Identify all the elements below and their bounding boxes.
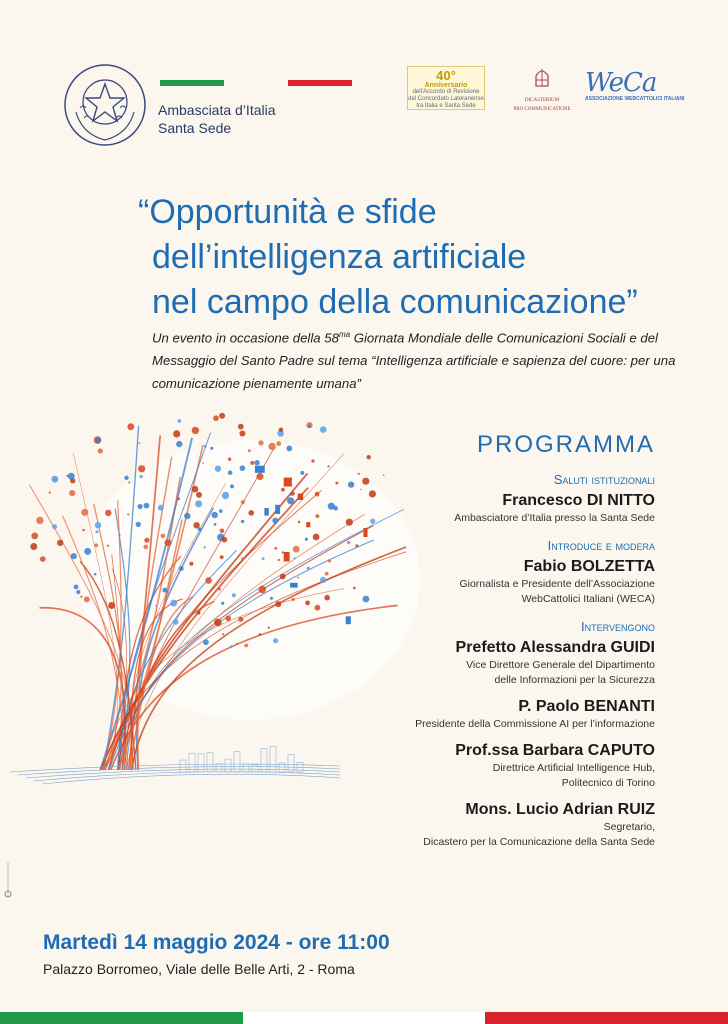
speaker-role: Direttrice Artificial Intelligence Hub, — [492, 762, 655, 774]
tree-leaf-dot — [84, 548, 91, 555]
tree-leaf-dot — [270, 597, 273, 600]
ground-line — [34, 772, 340, 781]
tree-leaf-dot — [254, 460, 259, 465]
tree-leaf-dot — [268, 443, 275, 450]
speaker-name: Prefetto Alessandra GUIDI — [455, 639, 655, 656]
tree-leaf-dot — [170, 600, 177, 607]
tree-leaf-dot — [196, 492, 202, 498]
tree-data-block — [284, 552, 290, 561]
skyline-building — [261, 748, 267, 772]
tree-leaf-dot — [214, 523, 217, 526]
tree-leaf-dot — [275, 601, 281, 607]
tree-leaf-dot — [215, 466, 221, 472]
tree-data-block — [298, 494, 303, 501]
tree-leaf-dot — [192, 486, 199, 493]
anniversary-line1: Anniversario — [424, 82, 468, 89]
tree-leaf-dot — [203, 639, 209, 645]
tree-leaf-dot — [53, 477, 58, 482]
speaker-name: Prof.ssa Barbara CAPUTO — [455, 742, 655, 759]
tree-leaf-dot — [275, 547, 278, 550]
tree-leaf-dot — [300, 471, 304, 475]
dicastery-line1: DICASTERIUM — [524, 98, 560, 103]
tree-leaf-dot — [40, 556, 46, 562]
tree-leaf-dot — [165, 539, 172, 546]
subtitle-part2: Giornata Mondiale delle Comunicazioni Sociali e del Messaggio del Santo Padre sul tema “Intelligenza artificiale e sapienza del cuore: per una comunicazione pienamente umana” — [152, 330, 676, 392]
tree-data-block — [255, 466, 265, 473]
weca-subtitle: ASSOCIAZIONE WEBCATTOLICI ITALIANI — [585, 96, 685, 102]
subtitle-sup: ma — [338, 330, 351, 339]
tree-leaf-dot — [192, 427, 199, 434]
tree-leaf-dot — [195, 500, 202, 507]
tree-leaf-dot — [144, 503, 150, 509]
tree-leaf-dot — [30, 543, 37, 550]
tree-leaf-dot — [96, 438, 102, 444]
tree-leaf-dot — [193, 543, 195, 545]
tree-leaf-dot — [308, 425, 311, 428]
tree-leaf-dot — [222, 492, 229, 499]
tree-leaf-dot — [210, 447, 213, 450]
tree-leaf-dot — [36, 517, 43, 524]
speaker-name: P. Paolo BENANTI — [518, 698, 655, 715]
dicastery-logo — [512, 66, 572, 112]
tree-leaf-dot — [258, 440, 263, 445]
skyline-building — [180, 760, 186, 772]
tree-leaf-dot — [256, 473, 263, 480]
event-date: Martedì 14 maggio 2024 - ore 11:00 — [43, 931, 390, 954]
tree-leaf-dot — [124, 476, 128, 480]
tree-leaf-dot — [276, 441, 281, 446]
speaker-name: Mons. Lucio Adrian RUIZ — [465, 801, 655, 818]
tree-leaf-dot — [262, 557, 265, 560]
tree-leaf-dot — [241, 520, 244, 523]
tree-leaf-dot — [279, 428, 283, 432]
tree-leaf-dot — [248, 449, 251, 452]
tree-leaf-dot — [155, 605, 157, 607]
tree-leaf-dot — [98, 448, 103, 453]
anniversary-line3: del Concordato Lateranense — [408, 96, 484, 102]
speaker-role: Segretario, — [603, 821, 655, 833]
tree-leaf-dot — [225, 616, 231, 622]
tree-leaf-dot — [291, 491, 295, 495]
tree-leaf-dot — [173, 430, 180, 437]
italian-republic-emblem — [62, 62, 148, 148]
speaker-name: Francesco DI NITTO — [502, 492, 655, 509]
tricolore-green — [160, 80, 224, 86]
tree-leaf-dot — [222, 537, 228, 543]
tree-leaf-dot — [161, 534, 166, 539]
skyline-building — [270, 747, 276, 772]
embassy-line1: Ambasciata d’Italia — [158, 102, 276, 118]
tree-leaf-dot — [139, 475, 142, 478]
flag-red — [485, 1012, 728, 1024]
speaker-name: Fabio BOLZETTA — [523, 558, 655, 575]
tree-leaf-dot — [158, 505, 164, 511]
skyline-building — [216, 764, 222, 772]
tree-leaf-dot — [305, 601, 310, 606]
role-institutional-greetings: Saluti istituzionali — [553, 472, 655, 487]
tree-leaf-dot — [31, 533, 38, 540]
tree-leaf-dot — [49, 491, 51, 493]
tree-leaf-dot — [281, 488, 285, 492]
tree-data-block — [275, 505, 280, 514]
papal-crest-icon — [530, 66, 554, 90]
tree-leaf-dot — [57, 540, 63, 546]
tree-leaf-dot — [204, 445, 207, 448]
speaker-role: Dicastero per la Comunicazione della Santa Sede — [423, 836, 655, 848]
tree-leaf-dot — [144, 538, 149, 543]
tree-leaf-dot — [193, 522, 199, 528]
tree-leaf-dot — [127, 513, 129, 515]
speaker-role: Politecnico di Torino — [561, 777, 655, 789]
tree-leaf-dot — [228, 458, 231, 461]
tree-leaf-dot — [84, 596, 90, 602]
tree-leaf-dot — [244, 644, 248, 648]
tree-leaf-dot — [218, 588, 221, 591]
tree-leaf-dot — [293, 546, 300, 553]
tree-leaf-dot — [241, 557, 244, 560]
tree-data-block — [290, 583, 298, 588]
tree-leaf-dot — [230, 645, 233, 648]
ground-line — [18, 767, 340, 775]
ground-line — [26, 769, 340, 778]
skyline-building — [288, 755, 294, 772]
weca-mark: WeCa — [585, 68, 657, 98]
flag-green — [0, 1012, 243, 1024]
ground-line — [42, 774, 340, 784]
tree-leaf-dot — [189, 562, 193, 566]
tree-data-block — [306, 522, 310, 527]
tree-leaf-dot — [214, 619, 222, 627]
tree-leaf-dot — [282, 551, 284, 553]
skyline-building — [225, 759, 231, 772]
anniversary-line2: dell'Accordo di Revisione — [412, 89, 480, 95]
tree-leaf-dot — [76, 590, 80, 594]
tree-leaf-dot — [232, 593, 236, 597]
tree-leaf-dot — [219, 509, 223, 513]
tree-leaf-dot — [298, 521, 300, 523]
event-subtitle — [152, 323, 692, 395]
tree-leaf-dot — [81, 509, 88, 516]
title-line3: nel campo della comunicazione” — [152, 283, 638, 321]
tree-leaf-dot — [96, 530, 99, 533]
ground-line — [10, 764, 340, 772]
tricolore-bar — [160, 80, 352, 86]
tree-leaf-dot — [82, 529, 84, 531]
tree-leaf-dot — [177, 497, 180, 500]
tree-leaf-dot — [127, 423, 134, 430]
weca-logo — [585, 68, 685, 112]
event-title — [138, 190, 698, 325]
embassy-line2: Santa Sede — [158, 120, 232, 136]
tree-leaf-dot — [278, 559, 280, 561]
tree-leaf-dot — [108, 602, 115, 609]
tree-leaf-dot — [173, 619, 179, 625]
tree-leaf-dot — [144, 545, 149, 550]
tree-leaf-dot — [236, 643, 238, 645]
tree-leaf-dot — [239, 431, 245, 437]
tree-leaf-dot — [71, 553, 77, 559]
subtitle-part1: Un evento in occasione della 58 — [152, 330, 339, 346]
tree-data-block — [284, 478, 292, 487]
tree-leaf-dot — [221, 602, 224, 605]
tricolore-white — [224, 80, 288, 86]
tree-leaf-dot — [212, 512, 218, 518]
tree-leaf-dot — [105, 510, 112, 517]
anniversary-logo — [407, 66, 485, 110]
speaker-role: WebCattolici Italiani (WECA) — [521, 593, 655, 605]
tree-leaf-dot — [178, 419, 182, 423]
tree-leaf-dot — [107, 545, 109, 547]
tree-leaf-dot — [259, 586, 267, 594]
tree-leaf-dot — [94, 543, 98, 547]
skyline-building — [243, 764, 249, 772]
tree-leaf-dot — [74, 585, 79, 590]
event-venue: Palazzo Borromeo, Viale delle Belle Arti, 2 - Roma — [43, 961, 355, 977]
tree-leaf-dot — [230, 484, 234, 488]
tree-leaf-dot — [272, 518, 278, 524]
tree-leaf-dot — [202, 462, 204, 464]
tree-leaf-dot — [241, 500, 245, 504]
tree-leaf-dot — [197, 611, 201, 615]
tree-leaf-dot — [297, 577, 299, 579]
design-credit-mark — [2, 860, 14, 900]
anniversary-number: 40° — [436, 68, 456, 83]
tree-leaf-dot — [136, 522, 141, 527]
tree-leaf-dot — [259, 633, 261, 635]
skyline-building — [252, 765, 258, 772]
tree-leaf-dot — [291, 598, 294, 601]
speaker-role: Vice Direttore Generale del Dipartimento — [466, 659, 655, 671]
speaker-role: Presidente della Commissione AI per l’informazione — [415, 718, 655, 730]
dicastery-line2: PRO COMMUNICATIONE — [513, 107, 571, 112]
tree-leaf-dot — [238, 424, 244, 430]
tree-leaf-dot — [228, 470, 233, 475]
tree-data-block — [264, 508, 268, 516]
tree-leaf-dot — [307, 567, 310, 570]
tree-leaf-dot — [119, 534, 121, 536]
tree-leaf-dot — [220, 555, 224, 559]
tree-leaf-dot — [280, 574, 286, 580]
tree-leaf-dot — [180, 445, 182, 447]
tree-leaf-dot — [287, 497, 294, 504]
embassy-name — [158, 101, 276, 137]
title-line1: “Opportunità e sfide — [138, 193, 437, 231]
italian-flag-strip — [0, 1012, 728, 1024]
tree-leaf-dot — [213, 415, 219, 421]
flag-white — [243, 1012, 486, 1024]
tree-leaf-dot — [179, 566, 184, 571]
tree-leaf-dot — [138, 504, 143, 509]
tree-leaf-dot — [175, 503, 177, 505]
tree-leaf-dot — [162, 588, 167, 593]
tree-leaf-dot — [138, 465, 145, 472]
speaker-role: Giornalista e Presidente dell’Associazione — [459, 578, 655, 590]
tree-leaf-dot — [273, 638, 278, 643]
tree-leaf-dot — [184, 513, 190, 519]
role-speakers: Intervengono — [581, 619, 655, 634]
tree-leaf-dot — [219, 413, 225, 419]
tricolore-red — [288, 80, 352, 86]
title-line2: dell’intelligenza artificiale — [152, 238, 527, 276]
tree-leaf-dot — [240, 465, 246, 471]
speaker-role: delle Informazioni per la Sicurezza — [494, 674, 655, 686]
tree-leaf-dot — [95, 522, 101, 528]
tree-leaf-dot — [250, 461, 254, 465]
tree-leaf-dot — [80, 596, 82, 598]
tree-leaf-dot — [204, 546, 206, 548]
tree-leaf-dot — [94, 573, 97, 576]
tree-leaf-dot — [305, 538, 308, 541]
tree-leaf-dot — [69, 490, 75, 496]
anniversary-line4: tra Italia e Santa Sede — [416, 103, 476, 109]
tree-leaf-dot — [52, 524, 57, 529]
tree-leaf-dot — [222, 633, 224, 635]
speaker-role: Ambasciatore d’Italia presso la Santa Sede — [454, 512, 655, 524]
tree-leaf-dot — [68, 473, 75, 480]
role-moderator: Introduce e modera — [547, 538, 655, 553]
tree-leaf-dot — [268, 627, 270, 629]
tree-leaf-dot — [128, 481, 130, 483]
tree-leaf-dot — [205, 577, 212, 584]
tree-leaf-dot — [220, 529, 225, 534]
programme — [315, 430, 655, 850]
tree-leaf-dot — [286, 446, 292, 452]
tree-leaf-dot — [294, 557, 296, 559]
tree-leaf-dot — [238, 617, 243, 622]
tree-leaf-dot — [248, 510, 254, 516]
tree-leaf-dot — [198, 527, 202, 531]
tree-leaf-dot — [139, 442, 141, 444]
programme-heading: PROGRAMMA — [476, 431, 655, 458]
